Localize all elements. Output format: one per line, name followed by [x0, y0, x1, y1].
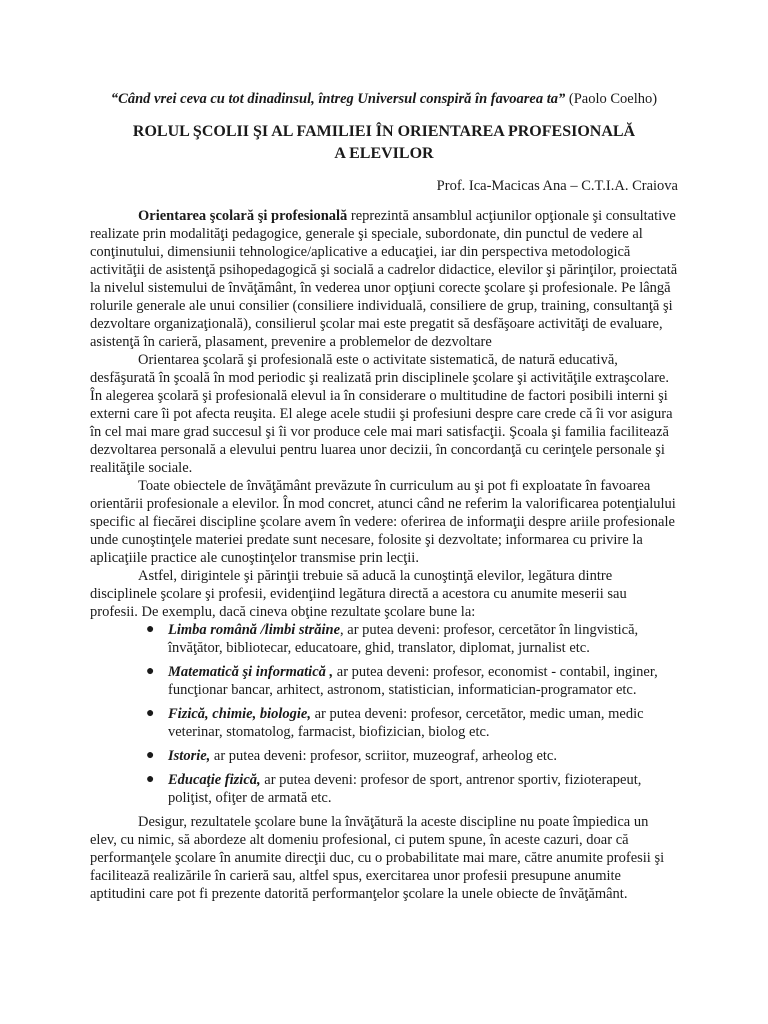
subject-careers: , ar putea deveni: profesor, cercetător în lingvistică, învăţător, bibliotecar, educatoare, ghid, translator, diplomat, jurnalist etc.: [168, 622, 639, 656]
bullet-icon: ●: [146, 748, 155, 763]
subject-list: [90, 621, 678, 807]
bullet-icon: ●: [146, 772, 155, 787]
bullet-icon: ●: [146, 664, 155, 679]
subject-careers: ar putea deveni: profesor, economist - contabil, inginer, funcţionar bancar, arhitect, astronom, statistician, informatician-programator etc.: [168, 664, 658, 698]
paragraph-5: Desigur, rezultatele şcolare bune la învăţătură la aceste discipline nu poate împiedica un elev, cu nimic, să abordeze alt domeniu profesional, ci putem spune, în aceste cazuri, doar că performanţele şcolare în anumite direcţii duc, cu o probabilitate mai mare, către anumite profesii şi facilitează realizările în carieră sau, altfel spus, exercitarea unor profesii presupune anumite aptitudini care pot fi prezente datorită performanţelor şcolare la unele obiecte de învăţământ.: [90, 814, 665, 902]
byline: Prof. Ica-Macicas Ana – C.T.I.A. Craiova: [436, 178, 678, 194]
subject-name: Istorie,: [168, 748, 211, 764]
epigraph: [90, 90, 678, 108]
bullet-icon: ●: [146, 706, 155, 721]
list-item: [146, 771, 678, 807]
subject-careers: ar putea deveni: profesor, scriitor, muzeograf, arheolog etc.: [210, 748, 557, 764]
subject-careers: ar putea deveni: profesor, cercetător, medic uman, medic veterinar, stomatolog, farmacist, biofizician, biolog etc.: [168, 706, 644, 740]
bullet-icon: ●: [146, 622, 155, 637]
title-line-1: ROLUL ŞCOLII ŞI AL FAMILIEI ÎN ORIENTAREA PROFESIONALĂ: [132, 123, 636, 140]
paragraph-3: Toate obiectele de învăţământ prevăzute în curriculum au şi pot fi exploatate în favoarea orientării profesionale a elevilor. În mod concret, atunci când ne referim la valorificarea potenţialului specific al fiecărei discipline şcolare avem în vedere: oferirea de informaţii despre ariile profesionale unde cunoştinţele materiei predate sunt necesare, folosite şi dezvoltate; informarea cu privire la aplicaţiile practice ale cunoştinţelor transmise prin lecţii.: [90, 478, 676, 566]
subject-careers: ar putea deveni: profesor de sport, antrenor sportiv, fizioterapeut, poliţist, ofiţer de armată etc.: [168, 772, 642, 806]
subject-name: Fizică, chimie, biologie,: [168, 706, 311, 722]
paragraph-4: Astfel, dirigintele şi părinţii trebuie să aducă la cunoştinţă elevilor, legătura dintre disciplinele şcolare şi profesii, evidenţiind legătura directă a acestora cu anumite meserii sau profesii. De exemplu, dacă cineva obţine rezultate şcolare bune la:: [90, 568, 627, 620]
list-item: [146, 663, 678, 699]
subject-name: Matematică şi informatică ,: [168, 664, 334, 680]
list-item: [146, 621, 678, 657]
title-line-2: A ELEVILOR: [334, 145, 434, 162]
subject-name: Limba română /limbi străine: [168, 622, 341, 638]
paragraph-1: [90, 207, 678, 351]
epigraph-text: “Când vrei ceva cu tot dinadinsul, întreg Universul conspiră în favoarea ta”: [110, 91, 566, 107]
subject-name: Educaţie fizică,: [168, 772, 261, 788]
paragraph-1-body: reprezintă ansamblul acţiunilor opţionale şi consultative realizate prin modalităţi pedagogice, generale şi speciale, subordonate, din punctul de vedere al conţinutului, dimensiunii tehnologice/aplicative a educaţiei, iar din perspectiva metodologică activităţii de asistenţă psihopedagogică şi socială a cadrelor didactice, elevilor şi părinţilor, proiectată la nivelul sistemului de învăţământ, în vederea unor opţiuni corecte şcolare şi profesionale. Pe lângă rolurile generale ale unui consilier (consiliere individuală, consiliere de grup, training, consultanţă şi dezvoltare organizaţională), consilierul şcolar mai este pregatit să desfăşoare activităţi de evaluare, asistenţă în carieră, plasament, prevenire a problemelor de dezvoltare: [90, 208, 678, 350]
list-item: [146, 747, 678, 765]
list-item: [146, 705, 678, 741]
paragraph-1-lead: Orientarea şcolară şi profesională: [138, 208, 348, 224]
page-title: [90, 121, 678, 165]
epigraph-author: (Paolo Coelho): [565, 91, 658, 107]
paragraph-2: Orientarea şcolară şi profesională este o activitate sistematică, de natură educativă, desfăşurată în şcoală în mod periodic şi realizată prin disciplinele şcolare şi activităţile extraşcolare. În alegerea şcolară şi profesională elevul ia în considerare o multitudine de factori posibili interni şi externi care îi pot afecta reuşita. El alege acele studii şi profesiuni despre care crede că îi vor asigura în cel mai mare grad succesul şi îi vor produce cele mai mari satisfacţii. Şcoala şi familia facilitează dezvoltarea personală a elevului pentru luarea unor decizii, în concordanţă cu cerinţele personale şi realităţile sociale.: [90, 352, 673, 476]
